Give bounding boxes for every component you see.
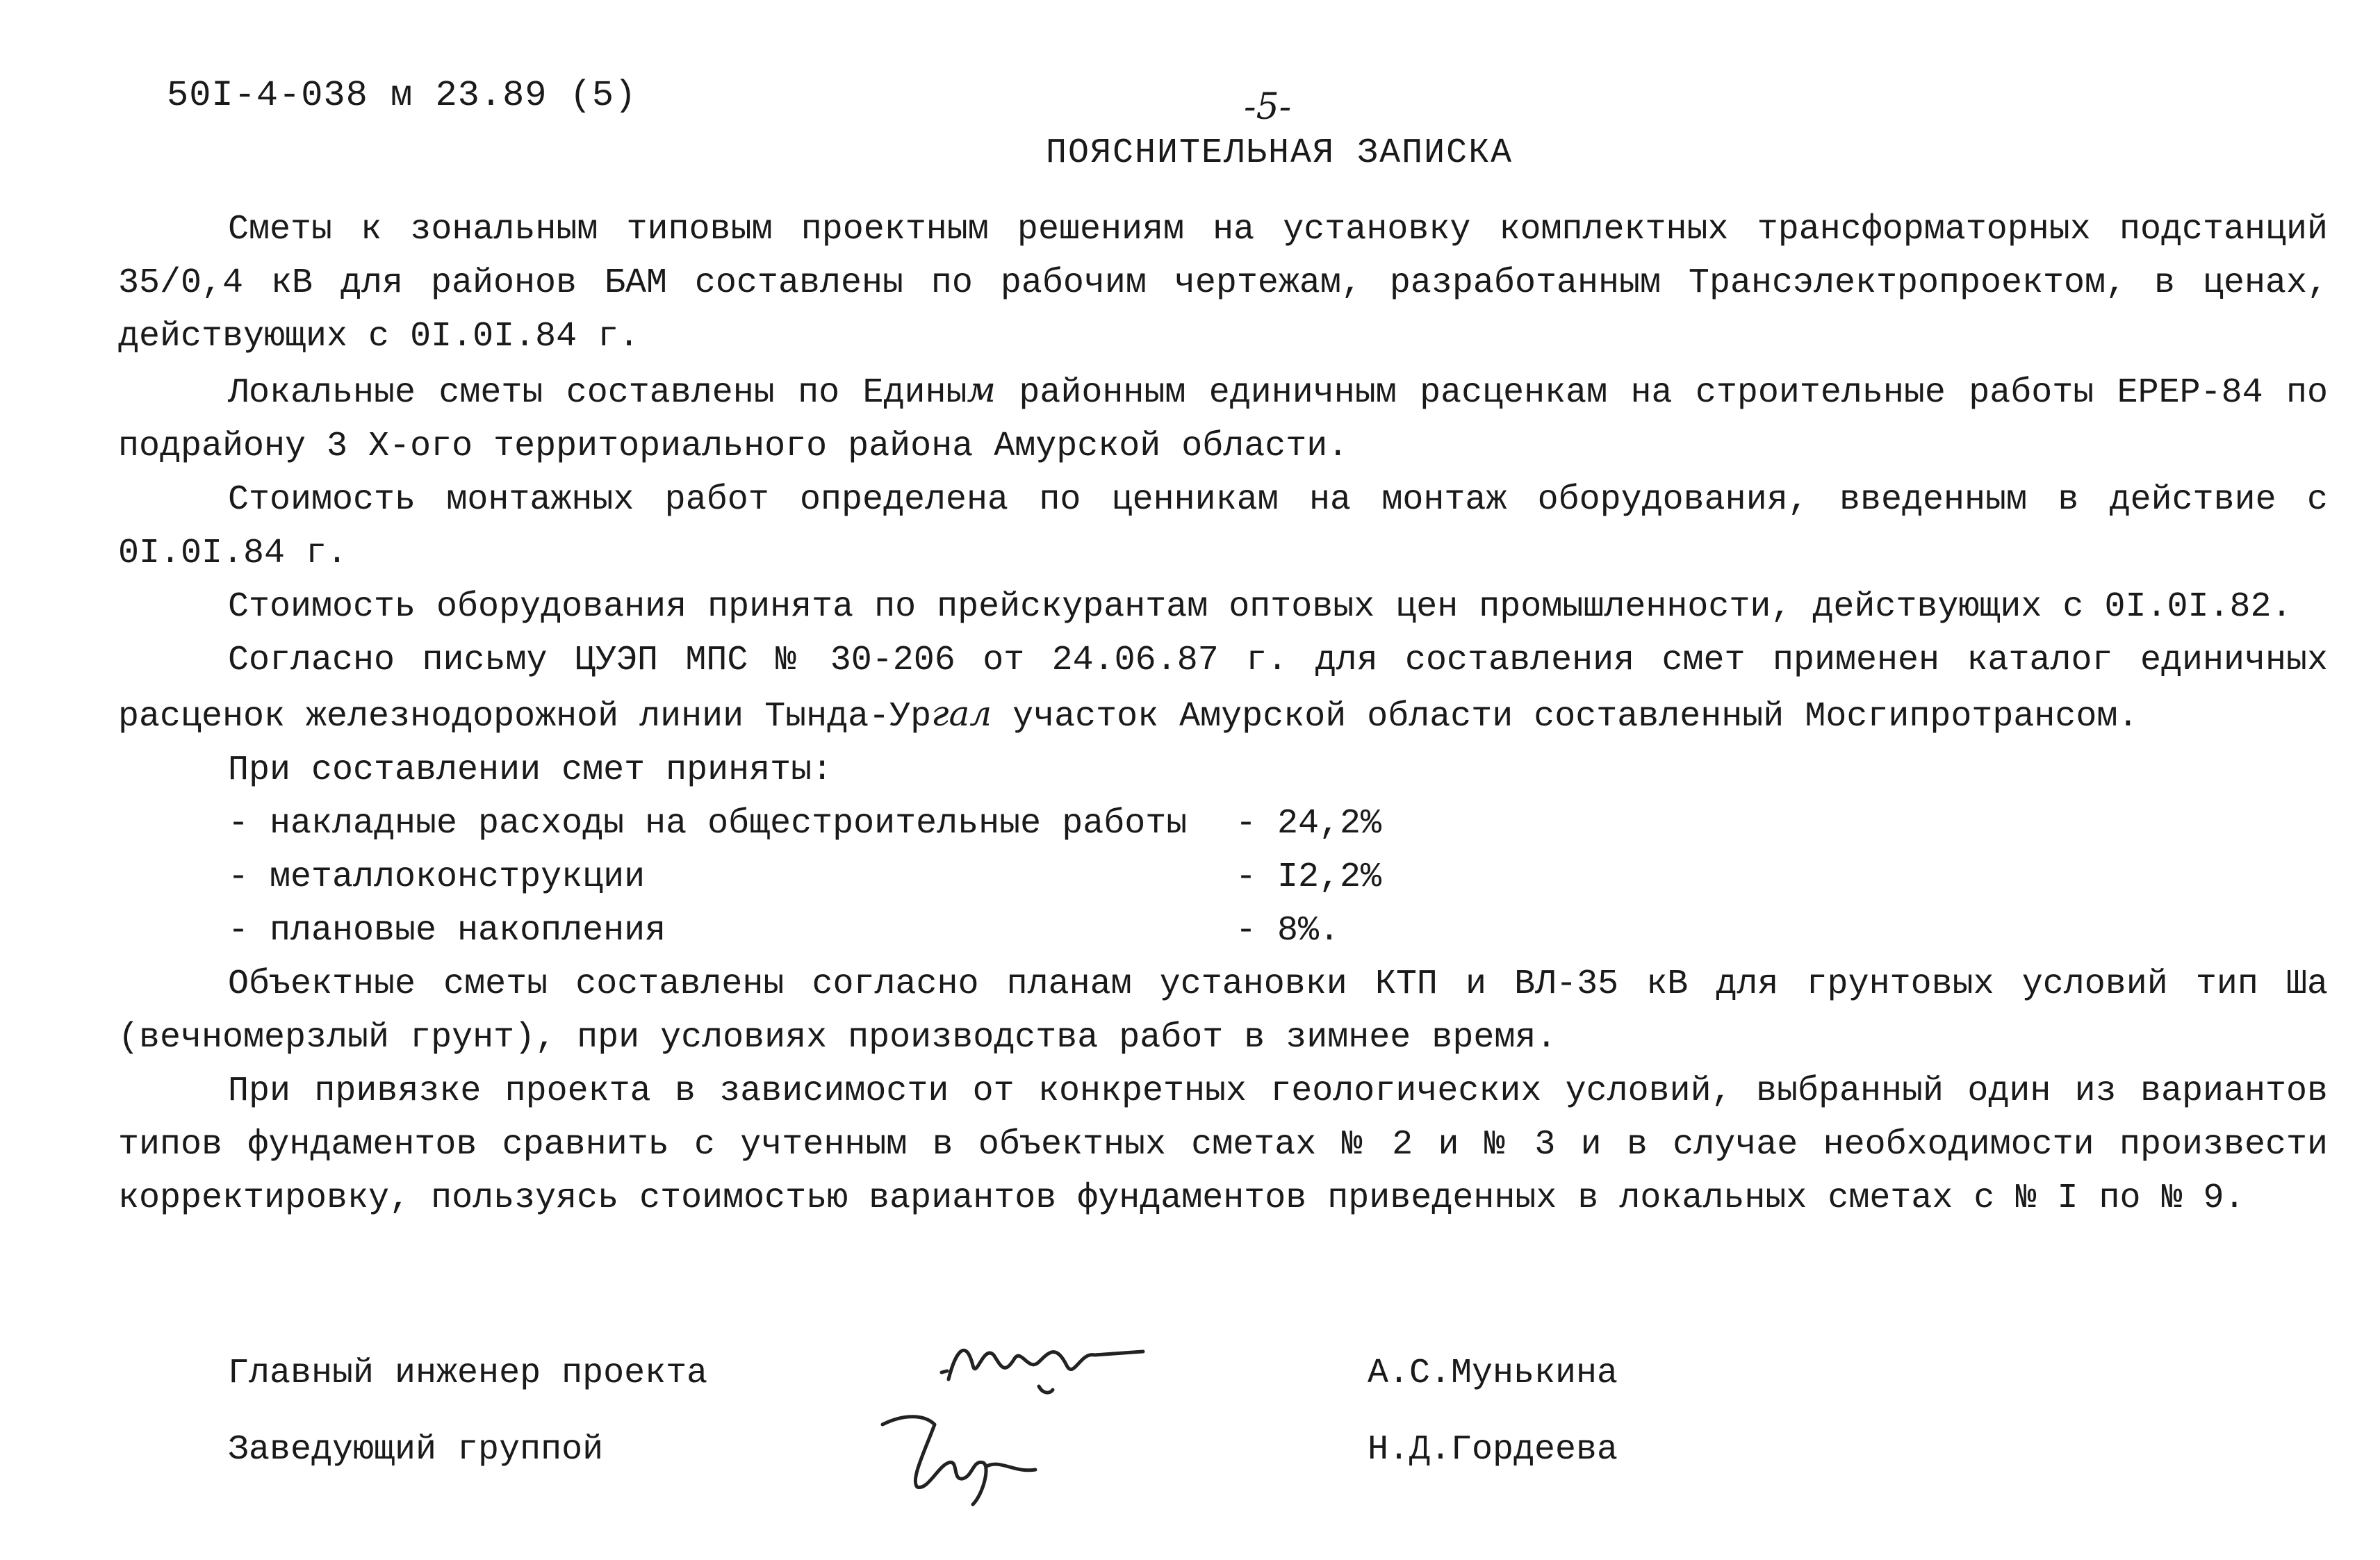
signatory-role: Заведующий группой <box>228 1430 604 1470</box>
paragraph-1: Сметы к зональным типовым проектным решениям на установку комплектных трансформаторных подстанций 35/0,4 кВ для районов БАМ составлены по рабочим чертежам, разработанным Трансэлектропроектом, в ценах, действующих с 0I.0I.84 г. <box>118 210 2328 356</box>
rate-value: - I2,2% <box>1236 857 1382 897</box>
paragraph-6: При составлении смет приняты: <box>228 750 833 790</box>
signatory-name: А.С.Мунькина <box>1368 1354 1618 1393</box>
paragraph-8: При привязке проекта в зависимости от конкретных геологических условий, выбранный один из вариантов типов фундаментов сравнить с учтенным в объектных сметах № 2 и № 3 и в случае необходимости произвести корректировку, пользуясь стоимостью вариантов фундаментов приведенных в локальных сметах с № I по № 9. <box>118 1072 2328 1218</box>
paragraph-5 <box>118 634 2328 744</box>
signature-row-chief-engineer <box>228 1354 1618 1393</box>
rate-value: - 24,2% <box>1236 804 1382 844</box>
paragraph-2-start: Локальные сметы составлены по Едины <box>228 373 967 413</box>
rate-label: - накладные расходы на общестроительные работы <box>228 804 1188 844</box>
paragraph-5-start: Согласно письму ЦУЭП МПС № 30-206 от 24.06.87 г. для составления смет применен каталог единичных расценок железнодорожной линии Тында-Ур <box>118 641 2328 737</box>
paragraph-4: Стоимость оборудования принята по прейскурантам оптовых цен промышленности, действующих с 0I.0I.82. <box>228 587 2292 627</box>
handwritten-correction: гал <box>931 693 992 734</box>
handwritten-signature <box>869 1397 1049 1508</box>
document-code: 50I-4-038 м 23.89 (5) <box>167 75 637 116</box>
handwritten-correction: м <box>967 370 996 410</box>
rate-item <box>118 797 2328 851</box>
signatory-name: Н.Д.Гордеева <box>1368 1430 1618 1470</box>
handwritten-signature <box>935 1324 1157 1400</box>
rate-item <box>118 851 2328 904</box>
paragraph-7: Объектные сметы составлены согласно планам установки КТП и ВЛ-35 кВ для грунтовых условий тип Шa (вечномерзлый грунт), при условиях производства работ в зимнее время. <box>118 964 2328 1058</box>
paragraph-3: Стоимость монтажных работ определена по ценникам на монтаж оборудования, введенным в действие с 0I.0I.84 г. <box>118 480 2328 573</box>
rate-label: - металлоконструкции <box>228 857 646 897</box>
paragraph-2-end: районным единичным расценкам на строительные работы ЕРЕР-84 по подрайону 3 Х-ого территориального района Амурской области. <box>118 373 2329 466</box>
rate-value: - 8%. <box>1236 911 1340 951</box>
rate-item <box>118 904 2328 958</box>
page-number: -5- <box>1244 86 1292 128</box>
paragraph-5-end: участок Амурской области составленный Мосгипротрансом. <box>992 697 2139 737</box>
paragraph-2 <box>118 363 2328 473</box>
rate-label: - плановые накопления <box>228 911 666 951</box>
document-body <box>118 203 2328 1225</box>
page-title: ПОЯСНИТЕЛЬНАЯ ЗАПИСКА <box>1046 133 1513 173</box>
signatory-role: Главный инженер проекта <box>228 1354 708 1393</box>
